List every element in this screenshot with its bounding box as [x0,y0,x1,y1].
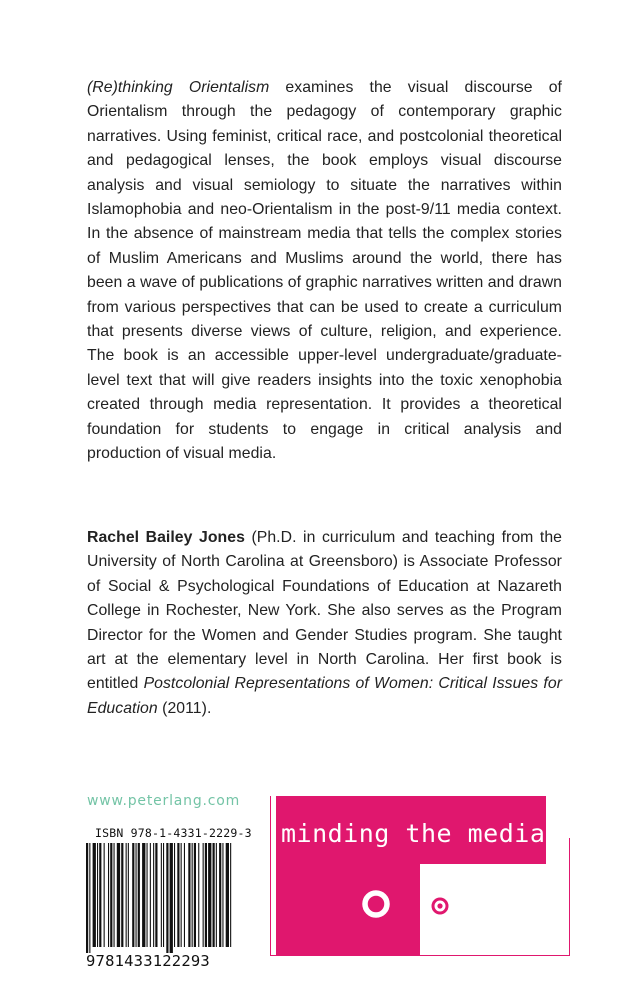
series-logo-circle-small-core [437,903,442,908]
barcode-bar [138,843,140,947]
description-text: examines the visual discourse of Orientalism through the pedagogy of contemporary graphic narratives. Using feminist, critical race, and postcolonial theoretical and pedagogical lenses, the book employs visual discourse analysis and visual semiology to situate the narratives within Islamophobia and neo-Orientalism in the post-9/11 media context. In the absence of mainstream media that tells the complex stories of Muslim Americans and Muslims around the world, there has been a wave of publications of graphic narratives written and drawn from various perspectives that can be used to create a curriculum that presents diverse views of culture, religion, and experience. The book is an accessible upper-level undergraduate/graduate-level text that will give readers insights into the toxic xenophobia created through media representation. It provides a theoretical foundation for students to engage in critical analysis and production of visual media. [87,79,562,463]
barcode-bar [184,843,185,947]
barcode-bar [230,843,231,947]
barcode-bar [177,843,179,947]
barcode-bar [132,843,134,947]
barcode-bar [150,843,151,947]
barcode-bar [205,843,207,947]
barcode-bar [89,843,90,953]
barcode-bar [198,843,199,947]
barcode-bar [155,843,157,947]
book-title: (Re)thinking Orientalism [87,79,270,96]
barcode-bar [99,843,101,947]
barcode-bar [142,843,145,947]
barcode-bar [161,843,162,947]
barcode-bar [126,843,127,947]
barcode-bar [121,843,123,947]
barcode-bar [216,843,217,947]
book-description [87,76,562,467]
barcode-bar [174,843,175,947]
barcode-graphic [86,843,234,953]
barcode-bar [188,843,190,947]
barcode-bar [222,843,223,947]
author-name: Rachel Bailey Jones [87,529,245,546]
barcode-bar [93,843,96,947]
barcode-bar [213,843,215,947]
publisher-website[interactable]: www.peterlang.com [87,793,241,809]
barcode-digits: 9781433122293 [86,952,210,970]
barcode-bar [108,843,109,947]
barcode-bar [147,843,148,947]
barcode-bar [153,843,154,947]
previous-book-year: (2011). [157,699,212,717]
author-bio-text: (Ph.D. in curriculum and teaching from the University of North Carolina at Greensboro) is Associate Professor of Social & Psychological Foundations of Education at Nazareth College in Rochester, New York. She also serves as the Program Director for the Women and Gender Studies program. She taught art at the elementary level in North Carolina. Her first book is entitled [87,529,562,693]
barcode-bar [86,843,88,953]
barcode-bar [194,843,196,947]
barcode-bar [208,843,211,947]
previous-book-title: Postcolonial Representations of Women: Critical Issues for Education [87,675,563,717]
series-title: minding the media [281,819,546,848]
barcode-bar [117,843,120,947]
barcode-bar [163,843,164,947]
barcode-bar [203,843,204,947]
barcode-bar [97,843,98,947]
barcode-bar [170,843,173,953]
author-bio [87,526,562,721]
barcode-bar [219,843,221,947]
barcode-bar [192,843,193,947]
barcode-bar [110,843,112,947]
isbn-label: ISBN 978-1-4331-2229-3 [95,826,252,840]
barcode-bar [128,843,129,947]
barcode-bar [166,843,168,953]
barcode-bar [181,843,182,947]
barcode-bar [114,843,115,947]
barcode-bar [226,843,229,947]
barcode-bar [136,843,137,947]
barcode-bar [104,843,105,947]
